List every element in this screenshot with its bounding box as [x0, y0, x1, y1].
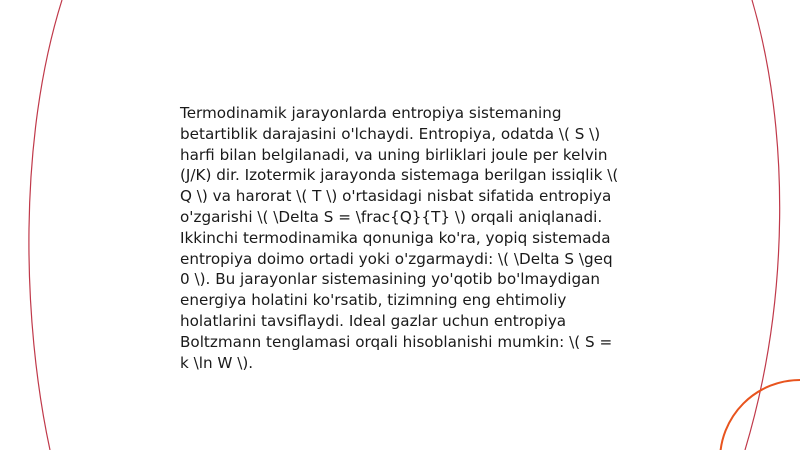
left-arc-decoration [29, 0, 62, 450]
corner-circle-decoration [720, 380, 800, 450]
body-paragraph: Termodinamik jarayonlarda entropiya sistemaning betartiblik darajasini o'lchaydi. Entropiya, odatda \( S \) harfi bilan belgilanadi, va uning birliklari joule per kelvin (J/K) dir. Izotermik jarayonda sistemaga berilgan issiqlik \( Q \) va harorat \( T \) o'rtasidagi nisbat sifatida entropiya o'zgarishi \( \Delta S = \frac{Q}{T} \) orqali aniqlanadi. Ikkinchi termodinamika qonuniga ko'ra, yopiq sistemada entropiya doimo ortadi yoki o'zgarmaydi: \( \Delta S \geq 0 \). Bu jarayonlar sistemasining yo'qotib bo'lmaydigan energiya holatini ko'rsatib, tizimning eng ehtimoliy holatlarini tavsiflaydi. Ideal gazlar uchun entropiya Boltzmann tenglamasi orqali hisoblanishi mumkin: \( S = k \ln W \). [180, 104, 619, 372]
right-arc-decoration [745, 0, 780, 450]
